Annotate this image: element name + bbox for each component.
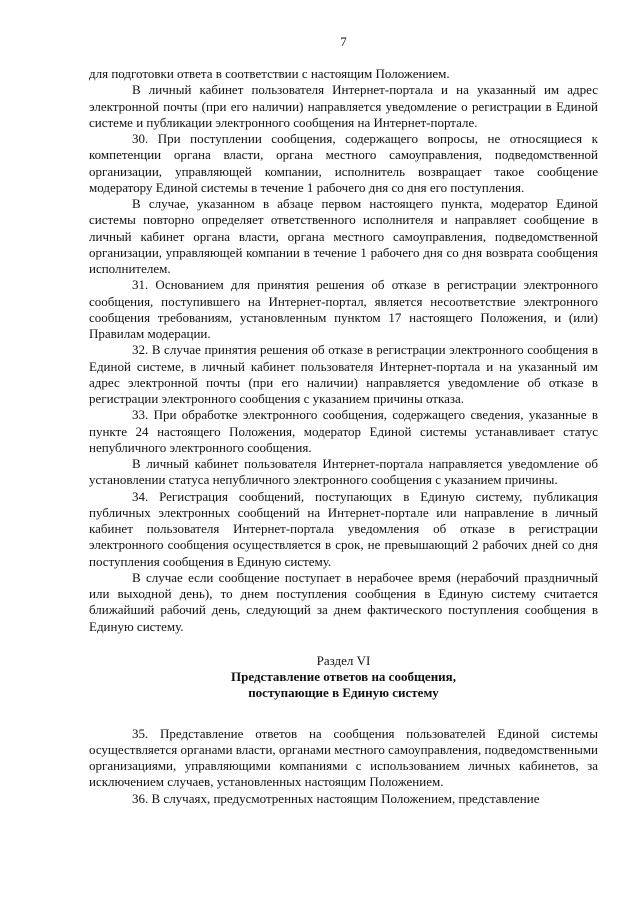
paragraph-item-34: 34. Регистрация сообщений, поступающих в Единую систему, публикация публичных электронных сообщений на Интернет-портале или направление в личный кабинет пользователя Интернет-портала уведомления об отказе в регистрации электронного сообщения осуществляется в срок, не превышающий 2 рабочих дней со дня поступления сообщения в Единую систему.	[89, 488, 598, 569]
paragraph-item-30: 30. При поступлении сообщения, содержащего вопросы, не относящиеся к компетенции органа власти, органа местного самоуправления, подведомственной организации, управляющей компании, исполнитель возвращает такое сообщение модератору Единой системы в течение 1 рабочего дня со дня его поступления.	[89, 131, 598, 195]
body-text-top	[89, 66, 598, 635]
paragraph: В личный кабинет пользователя Интернет-портала и на указанный им адрес электронной почты (при его наличии) направляется уведомление о регистрации в Единой системе и публикации электронного сообщения на Интернет-портале.	[89, 82, 598, 130]
section-title-line-2: поступающие в Единую систему	[248, 685, 439, 701]
section-heading	[89, 653, 598, 702]
paragraph: В личный кабинет пользователя Интернет-портала направляется уведомление об установлении статуса непубличного электронного сообщения с указанием причины.	[89, 456, 598, 488]
section-title-line-1: Представление ответов на сообщения,	[231, 669, 456, 684]
paragraph: В случае если сообщение поступает в нерабочее время (нерабочий праздничный или выходной день), то днем поступления сообщения в Единую систему считается ближайший рабочий день, следующий за днем фактического поступления сообщения в Единую систему.	[89, 569, 598, 634]
paragraph-item-31: 31. Основанием для принятия решения об отказе в регистрации электронного сообщения, поступившего на Интернет-портал, является несоответствие электронного сообщения требованиям, установленным пунктом 17 настоящего Положения, и (или) Правилам модерации.	[89, 277, 598, 341]
paragraph: для подготовки ответа в соответствии с настоящим Положением.	[89, 66, 450, 81]
paragraph: В случае, указанном в абзаце первом настоящего пункта, модератор Единой системы повторно определяет ответственного исполнителя и направляет сообщение в личный кабинет органа власти, органа местного самоуправления, подведомственной организации, управляющей компании в течение 1 рабочего дня со дня возврата сообщения исполнителем.	[89, 196, 598, 276]
paragraph-item-36: 36. В случаях, предусмотренных настоящим Положением, представление	[132, 790, 540, 806]
section-label: Раздел VI	[316, 652, 371, 668]
paragraph-item-35: 35. Представление ответов на сообщения пользователей Единой системы осуществляется органами власти, органами местного самоуправления, подведомственными организациями, управляющими компаниями с использованием личных кабинетов, за исключением случаев, установленных настоящим Положением.	[89, 725, 599, 790]
paragraph-item-32: 32. В случае принятия решения об отказе в регистрации электронного сообщения в Единой системе, в личный кабинет пользователя Интернет-портала и на указанный им адрес электронной почты (при его наличии) направляется уведомление об отказе в регистрации электронного сообщения с указанием причины отказа.	[89, 342, 598, 406]
body-text-bottom	[89, 726, 598, 807]
paragraph-item-33: 33. При обработке электронного сообщения, содержащего сведения, указанные в пункте 24 настоящего Положения, модератор Единой системы устанавливает статус непубличного электронного сообщения.	[89, 407, 598, 455]
page-number: 7	[340, 34, 347, 49]
